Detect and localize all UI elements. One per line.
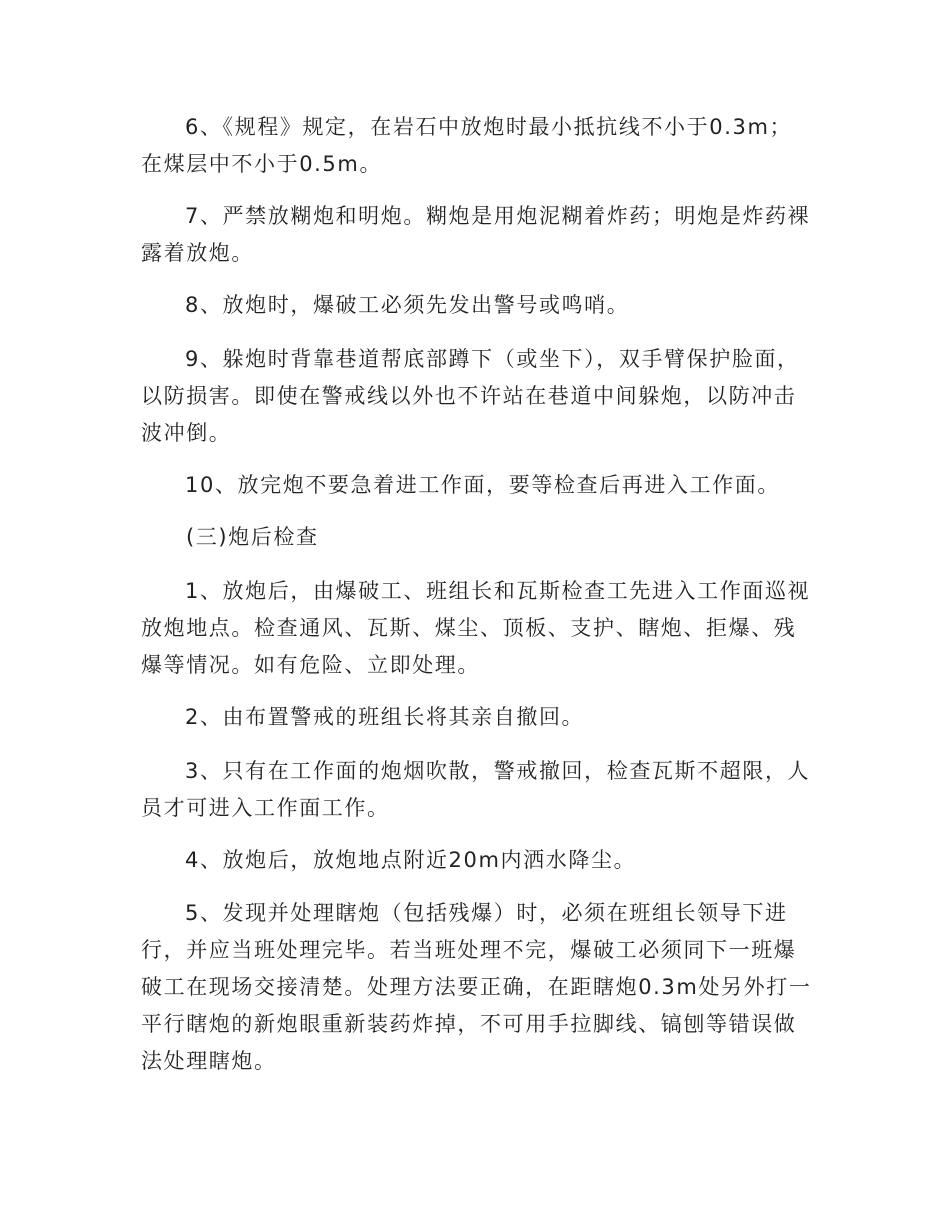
paragraph-10: 10、放完炮不要急着进工作面，要等检查后再进入工作面。 <box>185 473 780 497</box>
paragraph-9: 9、躲炮时背靠巷道帮底部蹲下（或坐下），双手臂保护脸面，以防损害。即使在警戒线以外也不许站在巷道中间躲炮，以防冲击波冲倒。 <box>141 347 800 445</box>
section-paragraph-5: 5、发现并处理瞎炮（包括残爆）时，必须在班组长领导下进行，并应当班处理完毕。若当班处理不完，爆破工必须同下一班爆破工在现场交接清楚。处理方法要正确，在距瞎炮0.3m处另外打一平行瞎炮的新炮眼重新装药炸掉，不可用手拉脚线、镐刨等错误做法处理瞎炮。 <box>141 901 812 1073</box>
section-paragraph-4: 4、放炮后，放炮地点附近20m内洒水降尘。 <box>185 848 637 872</box>
section-heading: (三)炮后检查 <box>186 525 319 549</box>
section-paragraph-3: 3、只有在工作面的炮烟吹散，警戒撤回，检查瓦斯不超限，人员才可进入工作面工作。 <box>141 759 811 820</box>
paragraph-8: 8、放炮时，爆破工必须先发出警号或鸣哨。 <box>185 293 630 317</box>
section-paragraph-2: 2、由布置警戒的班组长将其亲自撤回。 <box>185 705 585 729</box>
paragraph-6: 6、《规程》规定，在岩石中放炮时最小抵抗线不小于0.3m；在煤层中不小于0.5m。 <box>141 115 793 176</box>
section-paragraph-1: 1、放炮后，由爆破工、班组长和瓦斯检查工先进入工作面巡视放炮地点。检查通风、瓦斯、煤尘、顶板、支护、瞎炮、拒爆、残爆等情况。如有危险、立即处理。 <box>141 579 811 677</box>
paragraph-7: 7、严禁放糊炮和明炮。糊炮是用炮泥糊着炸药；明炮是炸药裸露着放炮。 <box>141 204 811 265</box>
